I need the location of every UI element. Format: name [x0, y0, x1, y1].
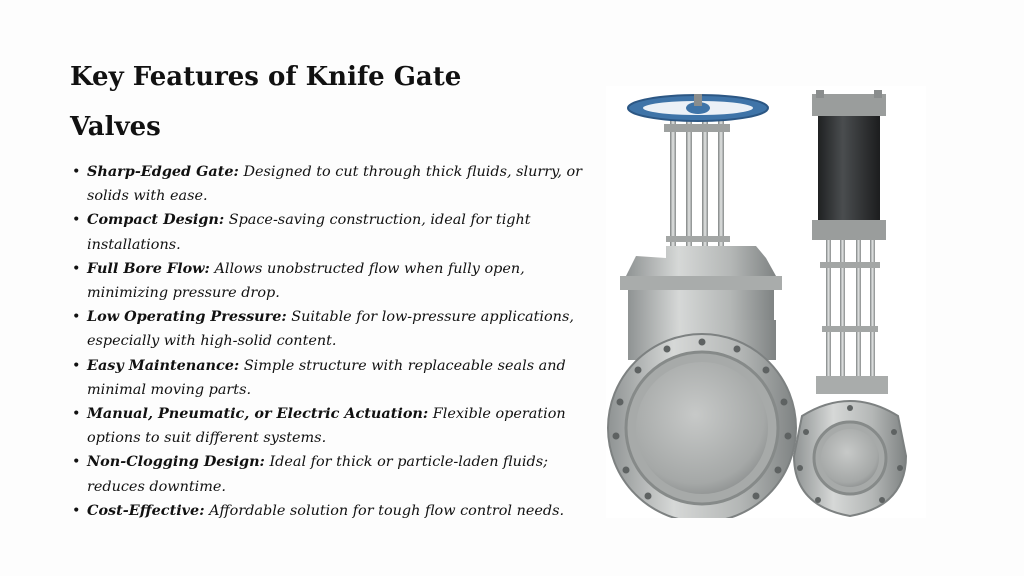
bullet-icon: • [72, 164, 81, 180]
feature-description: Ideal for thick or particle-laden fluids; reduces downtime. [87, 454, 548, 495]
pneumatic-knife-gate-valve [794, 90, 906, 516]
feature-description: Allows unobstructed flow when fully open, minimizing pressure drop. [87, 260, 525, 302]
bullet-icon: • [72, 260, 81, 277]
feature-description: Affordable solution for tough flow control needs. [209, 502, 565, 519]
actuator-icon [818, 116, 880, 220]
list-item [70, 305, 590, 353]
feature-term: Full Bore Flow: [87, 259, 210, 277]
feature-term: Easy Maintenance: [87, 356, 240, 374]
list-item [70, 402, 590, 450]
feature-description: Suitable for low-pressure applications, especially with high-solid content. [87, 309, 574, 350]
list-item [70, 354, 590, 402]
list-item [70, 208, 590, 256]
bullet-icon: • [72, 309, 81, 326]
feature-term: Cost-Effective: [87, 501, 205, 519]
knife-gate-valves-image [606, 86, 926, 518]
list-item [70, 450, 590, 498]
bullet-icon: • [72, 454, 81, 471]
feature-list [70, 160, 590, 523]
feature-term: Sharp-Edged Gate: [87, 163, 239, 180]
feature-description: Flexible operation options to suit different systems. [87, 406, 566, 447]
list-item [70, 160, 590, 208]
feature-term: Non-Clogging Design: [87, 453, 265, 471]
list-item [70, 257, 590, 305]
feature-description: Designed to cut through thick fluids, slurry, or solids with ease. [87, 164, 583, 205]
bullet-icon: • [72, 212, 81, 229]
feature-description: Space-saving construction, ideal for tight installations. [87, 212, 531, 253]
bullet-icon: • [72, 502, 81, 519]
bullet-icon: • [72, 357, 81, 374]
feature-term: Low Operating Pressure: [87, 308, 287, 326]
handwheel-knife-gate-valve [608, 94, 796, 518]
feature-description: Simple structure with replaceable seals and minimal moving parts. [87, 357, 566, 398]
bullet-icon: • [72, 406, 81, 423]
list-item [70, 499, 590, 523]
valves-illustration [606, 86, 926, 518]
feature-term: Manual, Pneumatic, or Electric Actuation: [87, 405, 429, 423]
page-title: Key Features of Knife Gate Valves [70, 62, 462, 142]
feature-term: Compact Design: [87, 211, 225, 229]
